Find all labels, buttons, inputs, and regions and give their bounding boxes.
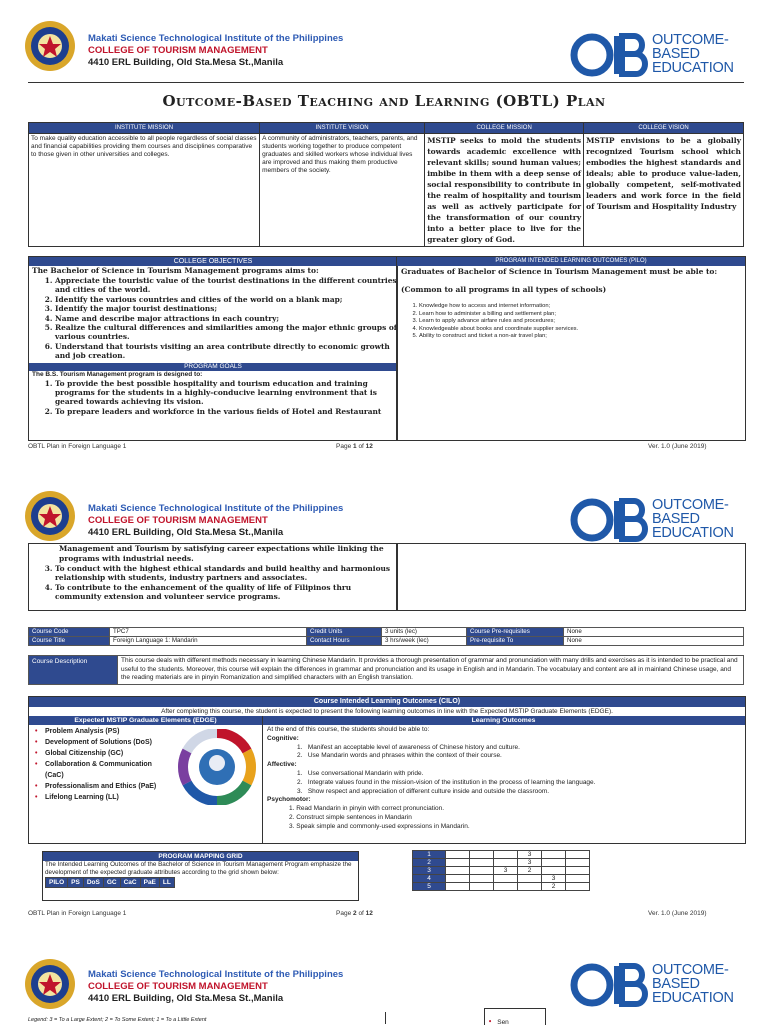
- grid-cell: [542, 859, 566, 867]
- footer-total: 12: [365, 443, 373, 450]
- goal-item: 3. To conduct with the highest ethical standards and build healthy and harmonious relationship with students, industry partners and associates.: [55, 564, 397, 583]
- lo-item: Construct simple sentences in Mandarin: [296, 813, 412, 821]
- obe-line1: OUTCOME-: [652, 497, 729, 513]
- grid-cell: [446, 859, 470, 867]
- mv-head-0: INSTITUTE MISSION: [29, 123, 260, 134]
- footer-page-num: 2: [353, 910, 357, 917]
- lo-item: Read Mandarin in pinyin with correct pronunciation.: [296, 805, 445, 813]
- goal-item: 4. To contribute to the enhancement of the quality of life of Filipinos thru community extension and volunteer service programs.: [55, 583, 397, 602]
- grid-cell: 3: [542, 875, 566, 883]
- course-code: TPC7: [110, 628, 307, 637]
- course-description: This course deals with different methods necessary in learning Chinese Mandarin. It provides a thorough presentation of grammar and pronunciation with many drills and exercises as it is intended to be practical and useful to the students. Moreover, this course will explain the differences in grammar and pronunciation and its usage in English and in Mandarin. The vocabulary and content are all in mainland Chinese usage, and the reading materials are in pinyin Romanization and simplified characters with an English translation.: [118, 656, 744, 685]
- credit-label: Credit Units: [307, 628, 382, 637]
- college-mission: MSTIP seeks to mold the students towards academic excellence with relevant skills; sound human values; imbibe in them with a deep sense of social responsibility to contribute in the realm of hospitality and tourism as well as actively participate for the transformation of our country into a better place to live for the greater glory of God.: [425, 134, 584, 247]
- objective-item: 6. Understand that tourists visiting an area contribute directly to economic growth and job creation.: [55, 342, 397, 361]
- credit-units: 3 units (lec): [382, 628, 467, 637]
- affective-label: Affective:: [267, 761, 297, 769]
- grid-cell: [494, 875, 518, 883]
- obe-line3: EDUCATION: [652, 990, 734, 1006]
- goals-head: PROGRAM GOALS: [29, 363, 397, 371]
- pilo-item: 1. Knowledge how to access and internet information;: [419, 303, 745, 311]
- lo-num: 2.: [297, 752, 308, 760]
- objective-item: 5. Realize the cultural differences and similarities among the major ethnic groups of various countries.: [55, 323, 397, 342]
- table-row: [413, 859, 590, 867]
- course-info-table: [28, 627, 744, 646]
- college-seal-icon: [24, 490, 76, 542]
- course-title: Foreign Language 1: Mandarin: [110, 637, 307, 646]
- grid-cell: [494, 883, 518, 891]
- objective-item: 2. Identify the various countries and cities of the world on a blank map;: [55, 295, 397, 304]
- prereq: None: [564, 628, 744, 637]
- desc-label: Course Description: [29, 656, 118, 685]
- grid-cell: [446, 851, 470, 859]
- table-row: [413, 867, 590, 875]
- grid-cell: [470, 875, 494, 883]
- pilo-item: 3. Learn to apply advance airfare rules and procedures;: [419, 318, 745, 326]
- grid-cell: [446, 875, 470, 883]
- college-name: COLLEGE OF TOURISM MANAGEMENT: [88, 515, 268, 526]
- mapping-col: DoS: [83, 878, 103, 888]
- college-vision: MSTIP envisions to be a globally recognized Tourism school which embodies the highest standards and ideals; able to produce value-laden, globally competent, self-motivated leaders and work force in the field of Tourism and Hospitality Industry: [584, 134, 744, 247]
- page-title: Outcome-Based Teaching and Learning (OBTL) Plan: [162, 92, 606, 110]
- footer-left: OBTL Plan in Foreign Language 1: [28, 443, 127, 450]
- grid-cell: [446, 883, 470, 891]
- obe-logo: [570, 962, 740, 1012]
- obe-logo: [570, 32, 740, 82]
- obe-mark-icon: [570, 32, 650, 78]
- goals-intro: The B.S. Tourism Management program is designed to:: [32, 370, 203, 378]
- footer-page-word: Page: [336, 443, 352, 450]
- objectives-box: [28, 256, 398, 441]
- obe-line2: BASED: [652, 46, 700, 62]
- grid-cell: 5: [413, 883, 446, 891]
- objective-item: 4. Name and describe major attractions in each country;: [55, 314, 397, 323]
- grid-cell: [470, 867, 494, 875]
- grid-cell: [542, 851, 566, 859]
- lo-item: Speak simple and commonly-used expressions in Mandarin.: [296, 822, 470, 830]
- footer-version: Ver. 1.0 (June 2019): [648, 910, 707, 917]
- mission-vision-table: [28, 122, 744, 247]
- pilo-cont-box: [396, 543, 746, 611]
- table-row: [413, 851, 590, 859]
- side-text: Sen: [497, 1019, 509, 1026]
- lo-num: 1.: [297, 743, 308, 751]
- mapping-col: GC: [103, 878, 120, 888]
- learning-outcomes: [267, 726, 737, 832]
- grid-cell: [470, 851, 494, 859]
- institute-mission: To make quality education accessible to all people regardless of social classes and financial capabilities providing them courses and disciplines comparative to those given in other universities and colleges.: [29, 134, 260, 247]
- institute-name: Makati Science Technological Institute of the Philippines: [88, 33, 344, 44]
- footer-left: OBTL Plan in Foreign Language 1: [28, 910, 127, 917]
- address: 4410 ERL Building, Old Sta.Mesa St.,Manila: [88, 527, 284, 538]
- cognitive-label: Cognitive:: [267, 734, 299, 742]
- grid-cell: 1: [413, 851, 446, 859]
- grid-cell: [518, 875, 542, 883]
- lo-item: Show respect and appreciation of different culture inside and outside the classroom.: [307, 787, 550, 795]
- grid-cell: 3: [413, 867, 446, 875]
- grid-cell: [566, 883, 590, 891]
- cilo-head: Course Intended Learning Outcomes (CILO): [29, 697, 745, 707]
- lo-num: 1.: [297, 769, 308, 777]
- grid-cell: [494, 851, 518, 859]
- prereq-label: Course Pre-requisites: [467, 628, 564, 637]
- mapping-text: The Intended Learning Outcomes of the Bachelor of Science in Tourism Management Program emphasize the development of the expected graduate attributes according to the grid shown below:: [45, 861, 352, 876]
- goals-cont-box: [28, 543, 398, 611]
- grid-cell: [566, 867, 590, 875]
- mapping-cols: [45, 877, 175, 888]
- objectives-head: COLLEGE OBJECTIVES: [29, 257, 397, 266]
- obe-line1: OUTCOME-: [652, 32, 729, 48]
- mapping-col: PILO: [46, 878, 68, 888]
- edge-item: • Collaboration & Communication (CaC): [35, 759, 165, 781]
- obe-line3: EDUCATION: [652, 60, 734, 76]
- footer-page: [336, 443, 373, 450]
- mapping-col: PS: [68, 878, 84, 888]
- pilo-item: 2. Learn how to administer a billing and settlement plan;: [419, 311, 745, 319]
- grid-cell: [566, 859, 590, 867]
- cilo-box: [28, 696, 746, 844]
- course-code-label: Course Code: [29, 628, 110, 637]
- grid-cell: [494, 859, 518, 867]
- bullet-icon: •: [488, 1018, 493, 1026]
- grid-cell: 2: [542, 883, 566, 891]
- mv-head-2: COLLEGE MISSION: [425, 123, 584, 134]
- college-seal-icon: [24, 958, 76, 1010]
- footer-version: Ver. 1.0 (June 2019): [648, 443, 707, 450]
- hours-label: Contact Hours: [307, 637, 382, 646]
- obe-line1: OUTCOME-: [652, 962, 729, 978]
- goal-item: 2. To prepare leaders and workforce in the various fields of Hotel and Restaurant: [55, 407, 397, 416]
- objective-item: 1. Appreciate the touristic value of the tourist destinations in the different countries and cities of the world.: [55, 276, 397, 295]
- contact-hours: 3 hrs/week (lec): [382, 637, 467, 646]
- prereq-to-label: Pre-requisite To: [467, 637, 564, 646]
- goal-item: 1. To provide the best possible hospitality and tourism education and training programs for the students in a highly-conducive learning environment that is geared towards achieving its vision.: [55, 379, 397, 407]
- grid-cell: [446, 867, 470, 875]
- pilo-box: [396, 256, 746, 441]
- footer-of: of: [358, 443, 364, 450]
- edge-item: • Lifelong Learning (LL): [35, 792, 165, 803]
- grid-cell: 3: [518, 859, 542, 867]
- pilo-head: PROGRAM INTENDED LEARNING OUTCOMES (PILO): [397, 257, 745, 266]
- address: 4410 ERL Building, Old Sta.Mesa St.,Manila: [88, 993, 284, 1004]
- grid-cell: [470, 859, 494, 867]
- footer-of: of: [358, 910, 364, 917]
- lo-item: Use Mandarin words and phrases within the context of their course.: [307, 752, 502, 760]
- course-title-label: Course Title: [29, 637, 110, 646]
- side-box: [484, 1008, 546, 1025]
- grid-cell: [542, 867, 566, 875]
- footer-page: [336, 910, 373, 917]
- mapping-box: [42, 851, 359, 901]
- grid-cell: 2: [518, 867, 542, 875]
- pilo-item: 4. Knowledgeable about books and coordinate supplier services.: [419, 326, 745, 334]
- course-desc-table: [28, 655, 744, 685]
- grid-cell: 2: [413, 859, 446, 867]
- pilo-intro: Graduates of Bachelor of Science in Tourism Management must be able to:: [401, 267, 718, 276]
- obe-line2: BASED: [652, 511, 700, 527]
- footer-page-word: Page: [336, 910, 352, 917]
- grid-cell: [470, 883, 494, 891]
- obe-mark-icon: [570, 962, 650, 1008]
- edge-item: • Problem Analysis (PS): [35, 726, 165, 737]
- footer-total: 12: [365, 910, 373, 917]
- mv-head-3: COLLEGE VISION: [584, 123, 744, 134]
- objectives-intro: The Bachelor of Science in Tourism Management programs aims to:: [32, 266, 319, 275]
- edge-head: Expected MSTIP Graduate Elements (EDGE): [29, 716, 262, 725]
- college-seal-icon: [24, 20, 76, 72]
- goals-cont: Management and Tourism by satisfying career expectations while linking the programs with industrial needs.: [59, 544, 384, 563]
- legend: Legend: 3 = To a Large Extent; 2 = To Some Extent; 1 = To a Little Extent: [28, 1017, 207, 1023]
- lo-head: Learning Outcomes: [262, 716, 745, 725]
- mapping-col: CaC: [120, 878, 140, 888]
- edge-item: • Development of Solutions (DoS): [35, 737, 165, 748]
- lo-item: Manifest an acceptable level of awareness of Chinese history and culture.: [307, 743, 520, 751]
- college-name: COLLEGE OF TOURISM MANAGEMENT: [88, 981, 268, 992]
- psychomotor-label: Psychomotor:: [267, 796, 311, 804]
- institute-vision: A community of administrators, teachers, parents, and students working together to produce competent graduates and skilled workers whose individual lives are improved and thus making them productive members of the society.: [260, 134, 425, 247]
- lo-item: Integrate values found in the mission-vision of the institution in the process of learning the language.: [307, 778, 596, 786]
- mapping-col: PaE: [140, 878, 159, 888]
- footer-page-num: 1: [353, 443, 357, 450]
- mapping-head: PROGRAM MAPPING GRID: [43, 852, 358, 861]
- grid-cell: [518, 883, 542, 891]
- grid-cell: 3: [494, 867, 518, 875]
- mapping-grid: [412, 850, 590, 891]
- institute-name: Makati Science Technological Institute of the Philippines: [88, 503, 344, 514]
- grid-cell: 3: [518, 851, 542, 859]
- mapping-col: LL: [159, 878, 174, 888]
- obe-line2: BASED: [652, 976, 700, 992]
- objective-item: 3. Identify the major tourist destinations;: [55, 304, 397, 313]
- lo-num: 3.: [289, 822, 297, 830]
- cilo-intro: After completing this course, the student is expected to present the following learning outcomes in line with the Expected MSTIP Graduate Elements (EDGE).: [29, 707, 745, 717]
- pilo-item: 5. Ability to construct and ticket a non-air travel plan;: [419, 333, 745, 341]
- grid-cell: [566, 851, 590, 859]
- mv-head-1: INSTITUTE VISION: [260, 123, 425, 134]
- college-name: COLLEGE OF TOURISM MANAGEMENT: [88, 45, 268, 56]
- obe-line3: EDUCATION: [652, 525, 734, 541]
- pilo-common: (Common to all programs in all types of schools): [401, 285, 607, 294]
- table-row: [413, 883, 590, 891]
- lo-intro: At the end of this course, the students should be able to:: [267, 726, 430, 733]
- edge-item: • Professionalism and Ethics (PaE): [35, 781, 165, 792]
- table-row: [413, 875, 590, 883]
- edge-list: [29, 726, 165, 803]
- grid-cell: 4: [413, 875, 446, 883]
- lo-num: 2.: [297, 778, 308, 786]
- lo-num: 3.: [297, 787, 308, 795]
- address: 4410 ERL Building, Old Sta.Mesa St.,Manila: [88, 57, 284, 68]
- lo-num: 1.: [289, 805, 297, 813]
- obe-logo: [570, 497, 740, 547]
- edge-wheel-icon: [177, 729, 257, 805]
- lo-item: Use conversational Mandarin with pride.: [307, 769, 424, 777]
- lo-num: 2.: [289, 813, 297, 821]
- edge-item: • Global Citizenship (GC): [35, 748, 165, 759]
- grid-cell: [566, 875, 590, 883]
- institute-name: Makati Science Technological Institute of the Philippines: [88, 969, 344, 980]
- prereq-to: None: [564, 637, 744, 646]
- obe-mark-icon: [570, 497, 650, 543]
